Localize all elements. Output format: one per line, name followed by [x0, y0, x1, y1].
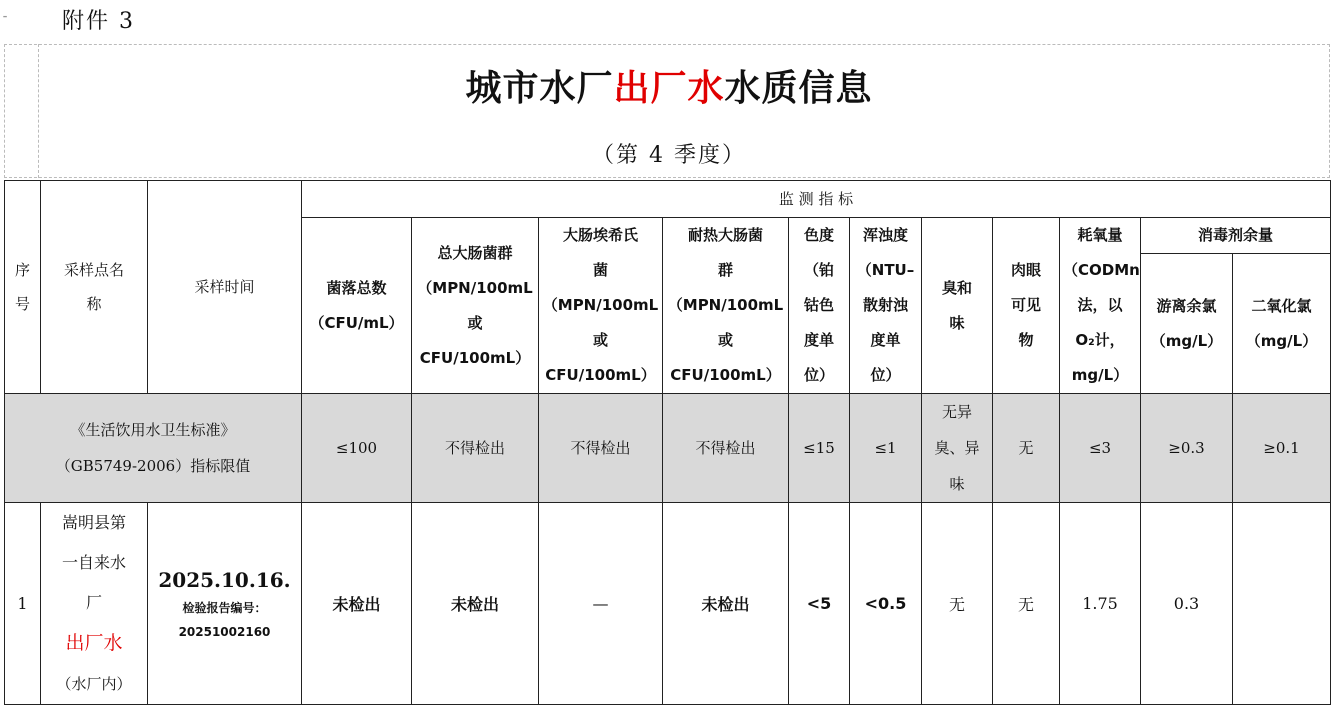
std-colony: ≤100	[302, 394, 412, 503]
std-visible: 无	[993, 394, 1060, 503]
row-site: 嵩明县第 一自来水 厂 出厂水 （水厂内）	[41, 503, 148, 705]
header-disinfectant: 消毒剂余量	[1141, 218, 1331, 254]
std-odor: 无异 臭、异 味	[922, 394, 993, 503]
row-time: 2025.10.16. 检验报告编号： 20251002160	[148, 503, 302, 705]
val-chlorine-dioxide	[1233, 503, 1331, 705]
val-free-chlorine: 0.3	[1141, 503, 1233, 705]
header-turbidity: 浑浊度 （NTU– 散射浊 度单 位）	[850, 218, 922, 394]
header-colony-count: 菌落总数 （CFU/mL）	[302, 218, 412, 394]
title-part-3: 水质信息	[724, 68, 873, 109]
std-ecoli: 不得检出	[539, 394, 663, 503]
std-turbidity: ≤1	[850, 394, 922, 503]
site-type: 出厂水	[65, 632, 123, 654]
val-ecoli: —	[539, 503, 663, 705]
header-odor-taste: 臭和 味	[922, 218, 993, 394]
std-total-coliform: 不得检出	[412, 394, 539, 503]
val-total-coliform: 未检出	[412, 503, 539, 705]
water-quality-table	[4, 180, 1331, 705]
page-title	[0, 60, 1338, 111]
val-colony: 未检出	[302, 503, 412, 705]
val-thermo-coliform: 未检出	[663, 503, 789, 705]
header-oxygen-consumption: 耗氧量 （CODMn 法，以 O₂计， mg/L）	[1060, 218, 1141, 394]
header-thermotolerant-coliform: 耐热大肠菌 群 （MPN/100mL 或 CFU/100mL）	[663, 218, 789, 394]
std-free-chlorine: ≥0.3	[1141, 394, 1233, 503]
header-time: 采样时间	[148, 181, 302, 394]
std-oxygen: ≤3	[1060, 394, 1141, 503]
val-turbidity: <0.5	[850, 503, 922, 705]
header-visible-matter: 肉眼 可见 物	[993, 218, 1060, 394]
val-visible: 无	[993, 503, 1060, 705]
header-ecoli: 大肠埃希氏 菌 （MPN/100mL 或 CFU/100mL）	[539, 218, 663, 394]
header-color: 色度 （铂 钴色 度单 位）	[789, 218, 850, 394]
std-thermo-coliform: 不得检出	[663, 394, 789, 503]
quarter-subtitle: （第 4 季度）	[592, 143, 746, 168]
val-odor: 无	[922, 503, 993, 705]
header-indicators: 监 测 指 标	[302, 181, 1331, 218]
header-free-chlorine: 游离余氯 （mg/L）	[1141, 254, 1233, 394]
header-site: 采样点名 称	[41, 181, 148, 394]
title-part-1: 城市水厂	[465, 68, 614, 109]
std-color: ≤15	[789, 394, 850, 503]
title-highlight: 出厂水	[613, 68, 725, 109]
standard-row	[5, 394, 1331, 503]
std-chlorine-dioxide: ≥0.1	[1233, 394, 1331, 503]
val-oxygen: 1.75	[1060, 503, 1141, 705]
val-color: <5	[789, 503, 850, 705]
header-chlorine-dioxide: 二氧化氯 （mg/L）	[1233, 254, 1331, 394]
attachment-label: 附件 3	[62, 9, 135, 34]
header-seq: 序 号	[5, 181, 41, 394]
margin-marker: ⁃	[2, 10, 8, 24]
table-row	[5, 503, 1331, 705]
row-seq: 1	[5, 503, 41, 705]
header-total-coliform: 总大肠菌群 （MPN/100mL 或 CFU/100mL）	[412, 218, 539, 394]
standard-label: 《生活饮用水卫生标准》 （GB5749-2006）指标限值	[5, 394, 302, 503]
